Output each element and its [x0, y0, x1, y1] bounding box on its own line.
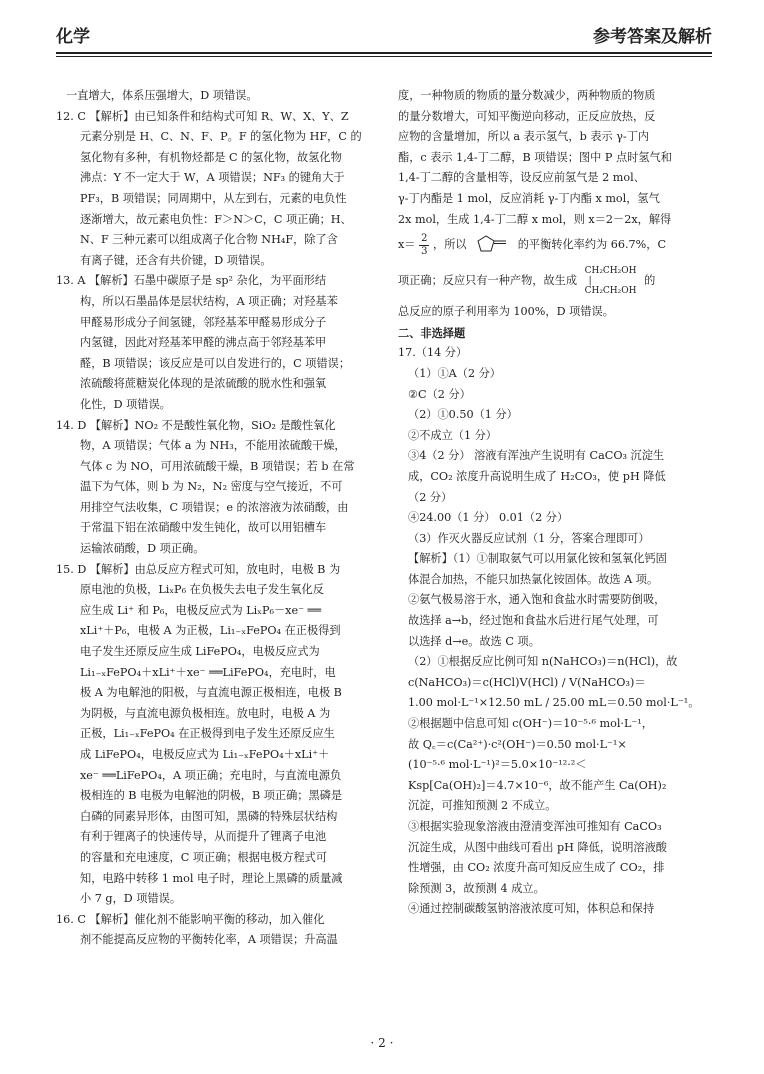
text-line: 浓硫酸将蔗糖炭化体现的是浓硫酸的脱水性和强氧 — [80, 377, 327, 391]
text-line: 小 7 g，D 项错误。 — [80, 892, 182, 906]
text-line: 电子发生还原反应生成 LiFePO₄，电极反应式为 — [80, 645, 320, 659]
text-line: 成，CO₂ 浓度升高说明生成了 H₂CO₃，使 pH 降低 — [408, 469, 666, 483]
right-column — [398, 86, 714, 920]
ring-post-text: 的平衡转化率约为 66.7%，C — [517, 238, 667, 252]
fraction-numerator: 2 — [421, 232, 428, 244]
text-line: (10⁻⁵·⁶ mol·L⁻¹)²＝5.0×10⁻¹²·²＜ — [408, 758, 587, 772]
text-line: 【解析】（1）①制取氨气可以用氯化铵和氢氧化钙固 — [408, 552, 667, 566]
text-line: 性增强，由 CO₂ 浓度升高可知反应生成了 CO₂，排 — [408, 861, 665, 875]
text-line: ②不成立（1 分） — [408, 428, 497, 442]
text-line: ③4（2 分） 溶液有浑浊产生说明有 CaCO₃ 沉淀生 — [408, 449, 665, 463]
struct-post-text: 的 — [644, 274, 656, 288]
text-line: c(NaHCO₃)＝c(HCl)V(HCl) / V(NaHCO₃)＝ — [408, 675, 646, 689]
text-line: ②根据题中信息可知 c(OH⁻)＝10⁻⁵·⁶ mol·L⁻¹， — [408, 717, 653, 731]
text-line: 构，所以石墨晶体是层状结构，A 项正确；对羟基苯 — [80, 294, 338, 308]
header-rule-thin — [56, 56, 712, 57]
ring-formula-line — [398, 230, 714, 260]
text-line: 白磷的同素异形体，由图可知，黑磷的特殊层状结构 — [80, 809, 338, 823]
text-line: 总反应的原子利用率为 100%，D 项错误。 — [398, 305, 614, 319]
text-line: 酯，c 表示 1,4-丁二醇，B 项错误；图中 P 点时氢气和 — [398, 150, 672, 164]
text-line: （2）①0.50（1 分） — [408, 408, 518, 422]
text-line: 温下为气体，则 b 为 N₂，N₂ 密度与空气接近，不可 — [80, 480, 343, 494]
struct-pre-text: 项正确；反应只有一种产物，故生成 — [398, 274, 578, 288]
text-line: xLi⁺＋P₆，电极 A 为正极，Li₁₋ₓFePO₄ 在正极得到 — [80, 624, 341, 638]
text-line: ②氨气极易溶于水，通入饱和食盐水时需要防倒吸， — [408, 593, 666, 607]
text-line: 成 LiFePO₄，电极反应式为 Li₁₋ₓFePO₄＋xLi⁺＋ — [80, 748, 330, 761]
text-line: ③根据实验现象溶液由澄清变浑浊可推知有 CaCO₃ — [408, 820, 662, 833]
page-header — [56, 22, 712, 52]
text-line: 化性，D 项错误。 — [80, 397, 171, 411]
text-line: 极 A 为电解池的阳极，与直流电源正极相连，电极 B — [80, 686, 342, 700]
text-line: 一直增大，体系压强增大，D 项错误。 — [66, 89, 258, 102]
text-line: 二、非选择题 — [398, 325, 466, 340]
text-line: 沉淀生成，从图中曲线可看出 pH 降低，说明溶液酸 — [408, 840, 667, 854]
text-line: 气体 c 为 NO，可用浓硫酸干燥，B 项错误；若 b 在常 — [80, 459, 355, 473]
text-line: 13. A 【解析】石墨中碳原子是 sp² 杂化，为平面形结 — [56, 274, 327, 288]
text-line: 内氢键，因此对羟基苯甲醛的沸点高于邻羟基苯甲 — [80, 336, 327, 350]
text-line: （2 分） — [408, 490, 453, 504]
text-line: 的容量和充电速度，C 项正确；根据电极方程式可 — [80, 850, 328, 864]
text-line: 15. D 【解析】由总反应方程式可知，放电时，电极 B 为 — [56, 562, 341, 576]
text-line: 2x mol，生成 1,4-丁二醇 x mol，则 x＝2－2x，解得 — [398, 212, 672, 226]
text-line: 知，电路中转移 1 mol 电子时，理论上黑磷的质量减 — [80, 871, 343, 885]
text-line: 17.（14 分） — [398, 346, 468, 360]
struct-top: CH₂CH₂OH — [584, 266, 637, 277]
text-line: 1.00 mol·L⁻¹×12.50 mL / 25.00 mL＝0.50 mol·L⁻¹。 — [408, 696, 700, 710]
text-line: （3）作灭火器反应试剂（1 分，答案合理即可） — [408, 531, 650, 545]
page-number: · 2 · — [370, 1036, 394, 1050]
text-line: N、F 三种元素可以组成离子化合物 NH₄F，除了含 — [80, 233, 338, 247]
text-line: 醛，B 项错误；该反应是可以自发进行的，C 项错误； — [80, 356, 351, 370]
x-equals: x＝ — [398, 238, 416, 252]
text-line: 故选择 a→b，经过饱和食盐水后进行尾气处理，可 — [408, 614, 659, 628]
text-line: 有利于锂离子的快速传导，从而提升了锂离子电池 — [80, 830, 327, 844]
text-line: 极相连的 B 电极为电解池的阴极，B 项正确；黑磷是 — [80, 789, 343, 803]
text-line: （1）①A（2 分） — [408, 366, 501, 380]
text-line: 为阴极，与直流电源负极相连。放电时，电极 A 为 — [80, 706, 331, 720]
subject-title: 化学 — [56, 27, 90, 47]
text-line: 逐渐增大，故元素电负性：F＞N＞C，C 项正确；H、 — [80, 212, 352, 226]
text-line: 氢化物有多种，有机物烃都是 C 的氢化物，故氢化物 — [80, 150, 342, 164]
text-line: γ-丁内酯是 1 mol，反应消耗 γ-丁内酯 x mol，氢气 — [398, 191, 660, 205]
text-line: 剂不能提高反应物的平衡转化率，A 项错误；升高温 — [80, 933, 338, 947]
text-line: 应物的含量增加，所以 a 表示氢气，b 表示 γ-丁内 — [398, 130, 650, 144]
text-line: Ksp[Ca(OH)₂]＝4.7×10⁻⁶，故不能产生 Ca(OH)₂ — [408, 778, 667, 792]
text-line: ②C（2 分） — [408, 387, 471, 401]
text-line: 度，一种物质的物质的量分数减少，两种物质的物质 — [398, 89, 656, 102]
text-line: 甲醛易形成分子间氢键，邻羟基苯甲醛易形成分子 — [80, 315, 327, 329]
text-line: 沉淀，可推知预测 2 不成立。 — [408, 799, 557, 813]
text-line: 12. C 【解析】由已知条件和结构式可知 R、W、X、Y、Z — [56, 109, 349, 123]
text-line: 16. C 【解析】催化剂不能影响平衡的移动，加入催化 — [56, 912, 325, 926]
structure-line — [398, 260, 714, 302]
text-line: （2）①根据反应比例可知 n(NaHCO₃)＝n(HCl)，故 — [408, 655, 678, 669]
text-line: 元素分别是 H、C、N、F、P。F 的氢化物为 HF，C 的 — [80, 130, 362, 144]
section-title: 参考答案及解析 — [593, 27, 712, 47]
text-line: ④24.00（1 分） 0.01（2 分） — [408, 511, 569, 525]
text-line: 正极，Li₁₋ₓFePO₄ 在正极得到电子发生还原反应生 — [80, 727, 335, 741]
text-line: 故 Q꜀＝c(Ca²⁺)·c²(OH⁻)＝0.50 mol·L⁻¹× — [408, 737, 627, 751]
struct-bond: | — [588, 276, 592, 287]
text-line: 应生成 Li⁺ 和 P₆，电极反应式为 LiₓP₆－xe⁻ ══ — [80, 603, 322, 617]
lactone-ring-icon — [472, 233, 512, 257]
text-line: 有离子键，还含有共价键，D 项错误。 — [80, 253, 272, 267]
text-line: 物，A 项错误；气体 a 为 NH₃，不能用浓硫酸干燥， — [80, 439, 346, 453]
text-line: 体混合加热，不能只加热氯化铵固体。故选 A 项。 — [408, 572, 659, 586]
fraction-denominator: 3 — [421, 245, 428, 257]
text-line: 14. D 【解析】NO₂ 不是酸性氧化物，SiO₂ 是酸性氧化 — [56, 418, 336, 432]
ring-mid-text: ，所以 — [433, 238, 467, 252]
text-line: 的量分数增大，可知平衡逆向移动，正反应放热，反 — [398, 109, 656, 123]
text-line: 用排空气法收集，C 项错误；e 的浓溶液为浓硝酸，由 — [80, 500, 349, 514]
header-rule-thick — [56, 52, 712, 54]
diol-structure — [585, 266, 637, 296]
text-line: 沸点：Y 不一定大于 W，A 项错误；NF₃ 的键角大于 — [80, 171, 345, 185]
text-line: ④通过控制碳酸氢钠溶液浓度可知，体积总和保持 — [408, 902, 655, 916]
left-column — [56, 86, 384, 951]
text-line: 于常温下铝在浓硝酸中发生钝化，故可以用铝槽车 — [80, 521, 327, 535]
text-line: xe⁻ ══LiFePO₄，A 项正确；充电时，与直流电源负 — [80, 768, 342, 782]
text-line: 1,4-丁二醇的含量相等，设反应前氢气是 2 mol、 — [398, 171, 645, 185]
text-line: 以选择 d→e。故选 C 项。 — [408, 634, 540, 648]
fraction — [419, 233, 429, 258]
text-line: 除预测 3，故预测 4 成立。 — [408, 881, 545, 895]
text-line: Li₁₋ₓFePO₄＋xLi⁺＋xe⁻ ══LiFePO₄，充电时，电 — [80, 665, 336, 679]
text-line: PF₃，B 项错误；同周期中，从左到右，元素的电负性 — [80, 191, 347, 205]
struct-bottom: CH₂CH₂OH — [584, 286, 637, 297]
text-line: 原电池的负极，LiₓP₆ 在负极失去电子发生氧化反 — [80, 583, 324, 597]
text-line: 运输浓硝酸，D 项正确。 — [80, 542, 205, 556]
